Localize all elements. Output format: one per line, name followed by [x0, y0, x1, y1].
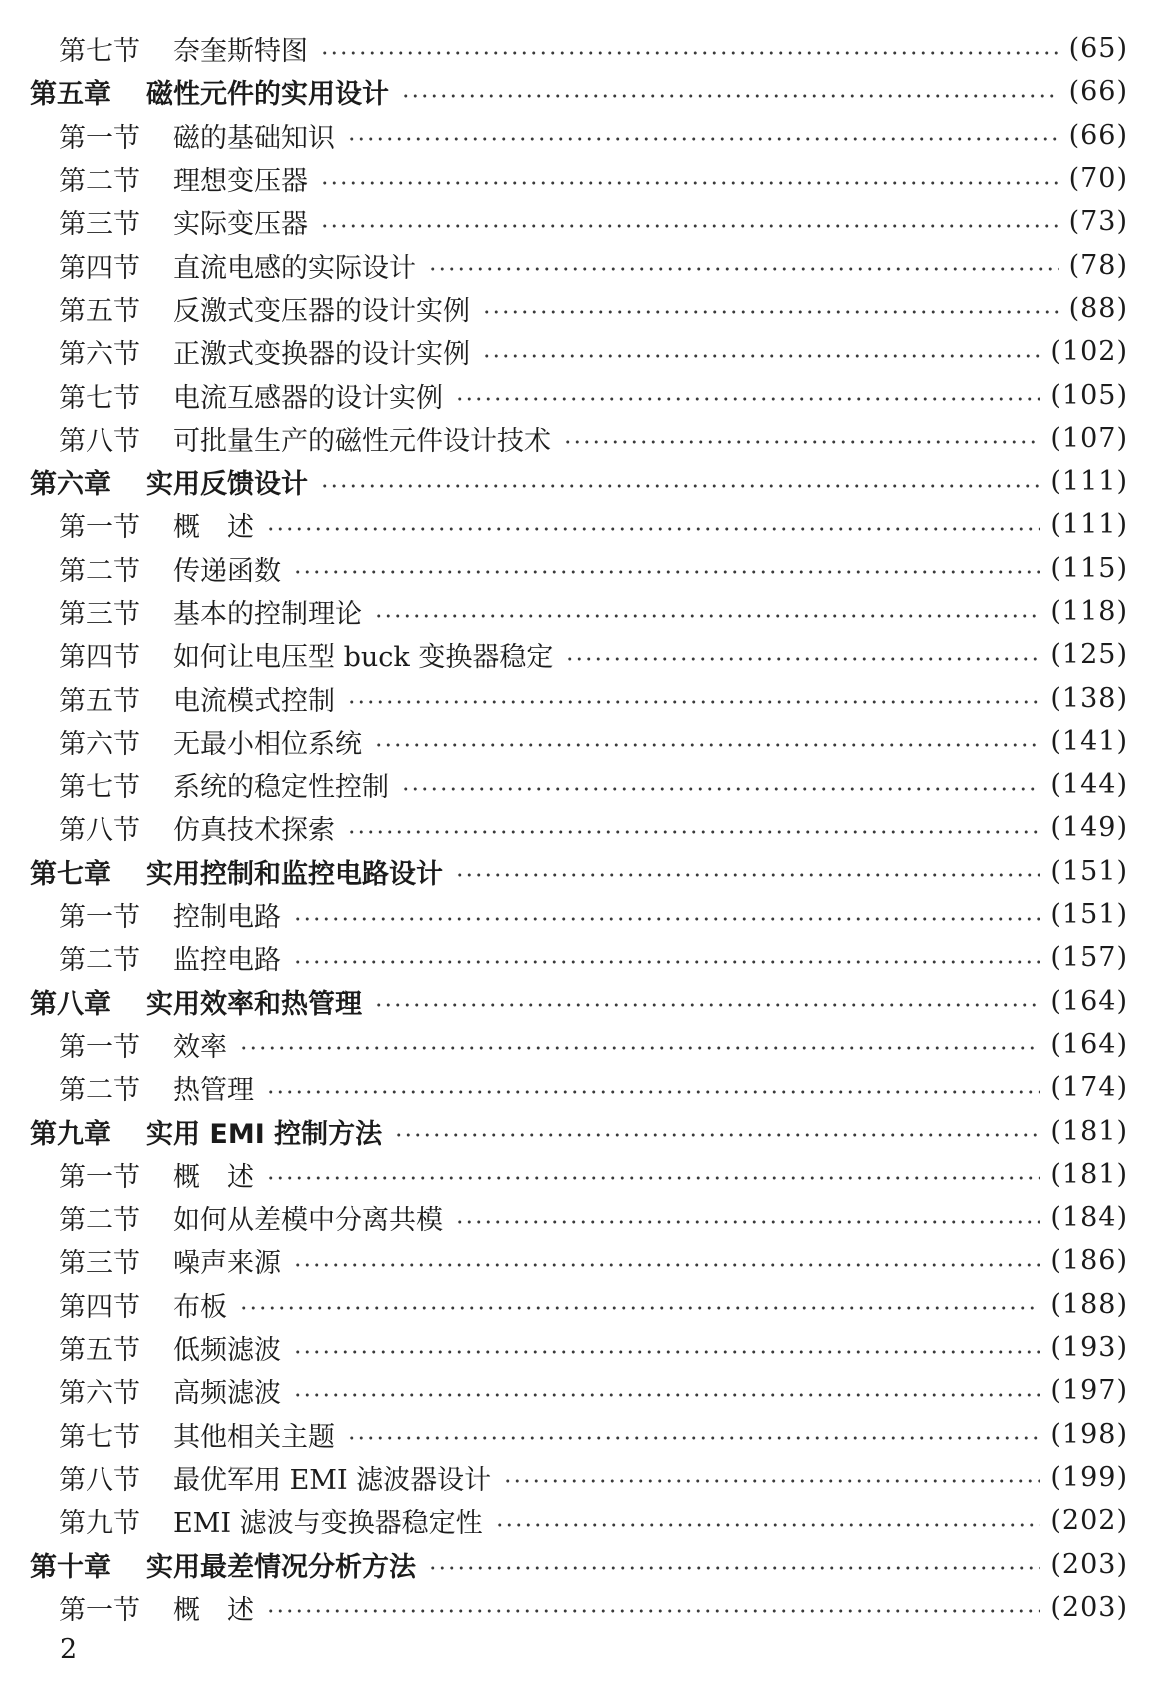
page-number: (202): [1050, 1505, 1128, 1537]
section-entry: [0, 676, 1128, 719]
dot-leader: [266, 1088, 1040, 1096]
folio-page-number: 2: [60, 1634, 78, 1665]
chapter-entry: [0, 980, 1128, 1023]
section-entry: [0, 936, 1128, 979]
page-number: (66): [1068, 76, 1128, 108]
chapter-title: 实用反馈设计: [146, 469, 308, 501]
section-title: 其他相关主题: [173, 1421, 335, 1453]
chapter-label: 第八章: [30, 988, 111, 1020]
section-title: 直流电感的实际设计: [173, 252, 416, 284]
dot-leader: [293, 1348, 1040, 1356]
section-label: 第一节: [59, 902, 140, 934]
section-label: 第八节: [59, 815, 140, 847]
section-title: 概 述: [173, 512, 254, 544]
section-label: 第二节: [59, 1075, 140, 1107]
chapter-label: 第十章: [30, 1551, 111, 1583]
chapter-entry: [0, 1109, 1128, 1152]
page-number: (141): [1050, 725, 1128, 757]
page-number: (181): [1050, 1158, 1128, 1190]
section-label: 第二节: [59, 945, 140, 977]
section-label: 第二节: [59, 1205, 140, 1237]
page-number: (107): [1050, 422, 1128, 454]
dot-leader: [565, 655, 1040, 663]
page-number: (193): [1050, 1332, 1128, 1364]
section-title: 噪声来源: [173, 1248, 281, 1280]
section-title: 电流模式控制: [173, 685, 335, 717]
page-number: (73): [1068, 206, 1128, 238]
page-number: (151): [1050, 855, 1128, 887]
dot-leader: [401, 785, 1040, 793]
section-title: 传递函数: [173, 555, 281, 587]
section-title: 仿真技术探索: [173, 815, 335, 847]
section-entry: [0, 200, 1128, 243]
page-number: (111): [1050, 509, 1128, 541]
dot-leader: [239, 1044, 1040, 1052]
page-number: (111): [1050, 466, 1128, 498]
section-label: 第七节: [59, 772, 140, 804]
dot-leader: [347, 1434, 1040, 1442]
section-title: 如何从差模中分离共模: [173, 1205, 443, 1237]
section-title: 磁的基础知识: [173, 122, 335, 154]
chapter-label: 第五章: [30, 79, 111, 111]
section-title: 理想变压器: [173, 166, 308, 198]
section-entry: [0, 1196, 1128, 1239]
dot-leader: [428, 1564, 1040, 1572]
page-number: (144): [1050, 769, 1128, 801]
section-entry: [0, 763, 1128, 806]
dot-leader: [293, 568, 1040, 576]
page-number: (151): [1050, 899, 1128, 931]
dot-leader: [503, 1477, 1040, 1485]
chapter-entry: [0, 460, 1128, 503]
section-label: 第四节: [59, 1291, 140, 1323]
section-label: 第六节: [59, 728, 140, 760]
section-entry: [0, 893, 1128, 936]
page-number: (199): [1050, 1461, 1128, 1493]
dot-leader: [482, 308, 1059, 316]
page-number: (186): [1050, 1245, 1128, 1277]
section-title: 系统的稳定性控制: [173, 772, 389, 804]
section-label: 第四节: [59, 252, 140, 284]
section-entry: [0, 1066, 1128, 1109]
section-entry: [0, 1023, 1128, 1066]
dot-leader: [293, 1391, 1040, 1399]
dot-leader: [320, 49, 1059, 57]
dot-leader: [374, 612, 1040, 620]
section-entry: [0, 720, 1128, 763]
page-number: (203): [1050, 1548, 1128, 1580]
section-entry: [0, 1326, 1128, 1369]
page-number: (138): [1050, 682, 1128, 714]
section-entry: [0, 417, 1128, 460]
section-title: 高频滤波: [173, 1378, 281, 1410]
dot-leader: [293, 1261, 1040, 1269]
dot-leader: [266, 1174, 1040, 1182]
section-label: 第一节: [59, 1594, 140, 1626]
section-title: 低频滤波: [173, 1335, 281, 1367]
section-title: 概 述: [173, 1594, 254, 1626]
section-entry: [0, 157, 1128, 200]
section-label: 第三节: [59, 209, 140, 241]
page-number: (198): [1050, 1418, 1128, 1450]
chapter-label: 第九章: [30, 1118, 111, 1150]
section-label: 第一节: [59, 1031, 140, 1063]
section-label: 第八节: [59, 1464, 140, 1496]
section-entry: [0, 114, 1128, 157]
section-entry: [0, 373, 1128, 416]
section-entry: [0, 27, 1128, 70]
dot-leader: [482, 352, 1040, 360]
section-label: 第二节: [59, 555, 140, 587]
section-entry: [0, 1153, 1128, 1196]
page-number: (164): [1050, 1028, 1128, 1060]
page-number: (105): [1050, 379, 1128, 411]
dot-leader: [495, 1521, 1041, 1529]
page-number: (88): [1068, 292, 1128, 324]
section-title: 布板: [173, 1291, 227, 1323]
dot-leader: [320, 482, 1040, 490]
section-label: 第八节: [59, 425, 140, 457]
section-entry: [0, 806, 1128, 849]
page-number: (174): [1050, 1072, 1128, 1104]
dot-leader: [347, 698, 1040, 706]
page-number: (118): [1050, 596, 1128, 627]
dot-leader: [428, 265, 1059, 273]
dot-leader: [347, 828, 1040, 836]
section-title: 监控电路: [173, 945, 281, 977]
section-label: 第七节: [59, 1421, 140, 1453]
section-entry: [0, 547, 1128, 590]
dot-leader: [293, 915, 1040, 923]
section-title: 控制电路: [173, 902, 281, 934]
page-number: (66): [1068, 119, 1128, 151]
chapter-entry: [0, 1542, 1128, 1585]
dot-leader: [455, 1218, 1040, 1226]
dot-leader: [401, 92, 1059, 100]
page-number: (181): [1050, 1115, 1128, 1147]
chapter-entry: [0, 850, 1128, 893]
section-entry: [0, 243, 1128, 286]
section-entry: [0, 287, 1128, 330]
section-title: 无最小相位系统: [173, 728, 362, 760]
section-entry: [0, 1586, 1128, 1629]
chapter-title: 实用效率和热管理: [146, 988, 362, 1020]
chapter-title: 实用控制和监控电路设计: [146, 858, 443, 890]
section-title: 反激式变压器的设计实例: [173, 295, 470, 327]
page-number: (115): [1050, 552, 1128, 584]
section-title: 奈奎斯特图: [173, 36, 308, 68]
chapter-entry: [0, 70, 1128, 113]
section-label: 第四节: [59, 642, 140, 674]
page-number: (65): [1068, 33, 1128, 65]
section-label: 第九节: [59, 1508, 140, 1540]
section-label: 第二节: [59, 166, 140, 198]
page-number: (149): [1050, 812, 1128, 844]
section-label: 第三节: [59, 599, 140, 630]
chapter-title: 磁性元件的实用设计: [146, 79, 389, 111]
section-label: 第一节: [59, 512, 140, 544]
dot-leader: [320, 222, 1059, 230]
section-title: 正激式变换器的设计实例: [173, 339, 470, 371]
dot-leader: [455, 871, 1040, 879]
section-title: 电流互感器的设计实例: [173, 382, 443, 414]
dot-leader: [394, 1131, 1040, 1139]
section-entry: [0, 1456, 1128, 1499]
section-title: 效率: [173, 1031, 227, 1063]
page-number: (102): [1050, 336, 1128, 368]
section-entry: [0, 503, 1128, 546]
table-of-contents: [0, 27, 1128, 1629]
dot-leader: [320, 179, 1059, 187]
page-number: (197): [1050, 1375, 1128, 1407]
section-entry: [0, 1413, 1128, 1456]
dot-leader: [347, 135, 1059, 143]
dot-leader: [266, 1607, 1040, 1615]
section-entry: [0, 330, 1128, 373]
dot-leader: [374, 741, 1040, 749]
section-label: 第五节: [59, 685, 140, 717]
section-title: 最优军用 EMI 滤波器设计: [173, 1464, 492, 1496]
dot-leader: [455, 395, 1040, 403]
section-title: 热管理: [173, 1075, 254, 1107]
dot-leader: [239, 1304, 1040, 1312]
page-number: (78): [1068, 249, 1128, 281]
page-number: (125): [1050, 639, 1128, 671]
chapter-title: 实用最差情况分析方法: [146, 1551, 416, 1583]
section-label: 第一节: [59, 122, 140, 154]
page-number: (188): [1050, 1288, 1128, 1320]
section-title: 基本的控制理论: [173, 599, 362, 630]
page-number: (164): [1050, 985, 1128, 1017]
section-title: 如何让电压型 buck 变换器稳定: [173, 642, 554, 674]
dot-leader: [563, 438, 1040, 446]
page-number: (157): [1050, 942, 1128, 974]
section-label: 第五节: [59, 1335, 140, 1367]
section-label: 第五节: [59, 295, 140, 327]
dot-leader: [266, 525, 1040, 533]
chapter-title: 实用 EMI 控制方法: [146, 1118, 383, 1150]
section-entry: [0, 1239, 1128, 1282]
section-entry: [0, 633, 1128, 676]
page-number: (184): [1050, 1202, 1128, 1234]
section-label: 第六节: [59, 1378, 140, 1410]
chapter-label: 第六章: [30, 469, 111, 501]
section-label: 第一节: [59, 1161, 140, 1193]
section-entry: [0, 590, 1128, 633]
chapter-label: 第七章: [30, 858, 111, 890]
section-entry: [0, 1369, 1128, 1412]
section-title: EMI 滤波与变换器稳定性: [173, 1508, 483, 1540]
section-title: 实际变压器: [173, 209, 308, 241]
page-number: (70): [1068, 163, 1128, 195]
section-label: 第七节: [59, 36, 140, 68]
section-label: 第三节: [59, 1248, 140, 1280]
section-entry: [0, 1283, 1128, 1326]
section-title: 可批量生产的磁性元件设计技术: [173, 425, 551, 457]
dot-leader: [374, 1001, 1040, 1009]
page-number: (203): [1050, 1591, 1128, 1623]
dot-leader: [293, 958, 1040, 966]
section-title: 概 述: [173, 1161, 254, 1193]
section-entry: [0, 1499, 1128, 1542]
section-label: 第七节: [59, 382, 140, 414]
section-label: 第六节: [59, 339, 140, 371]
